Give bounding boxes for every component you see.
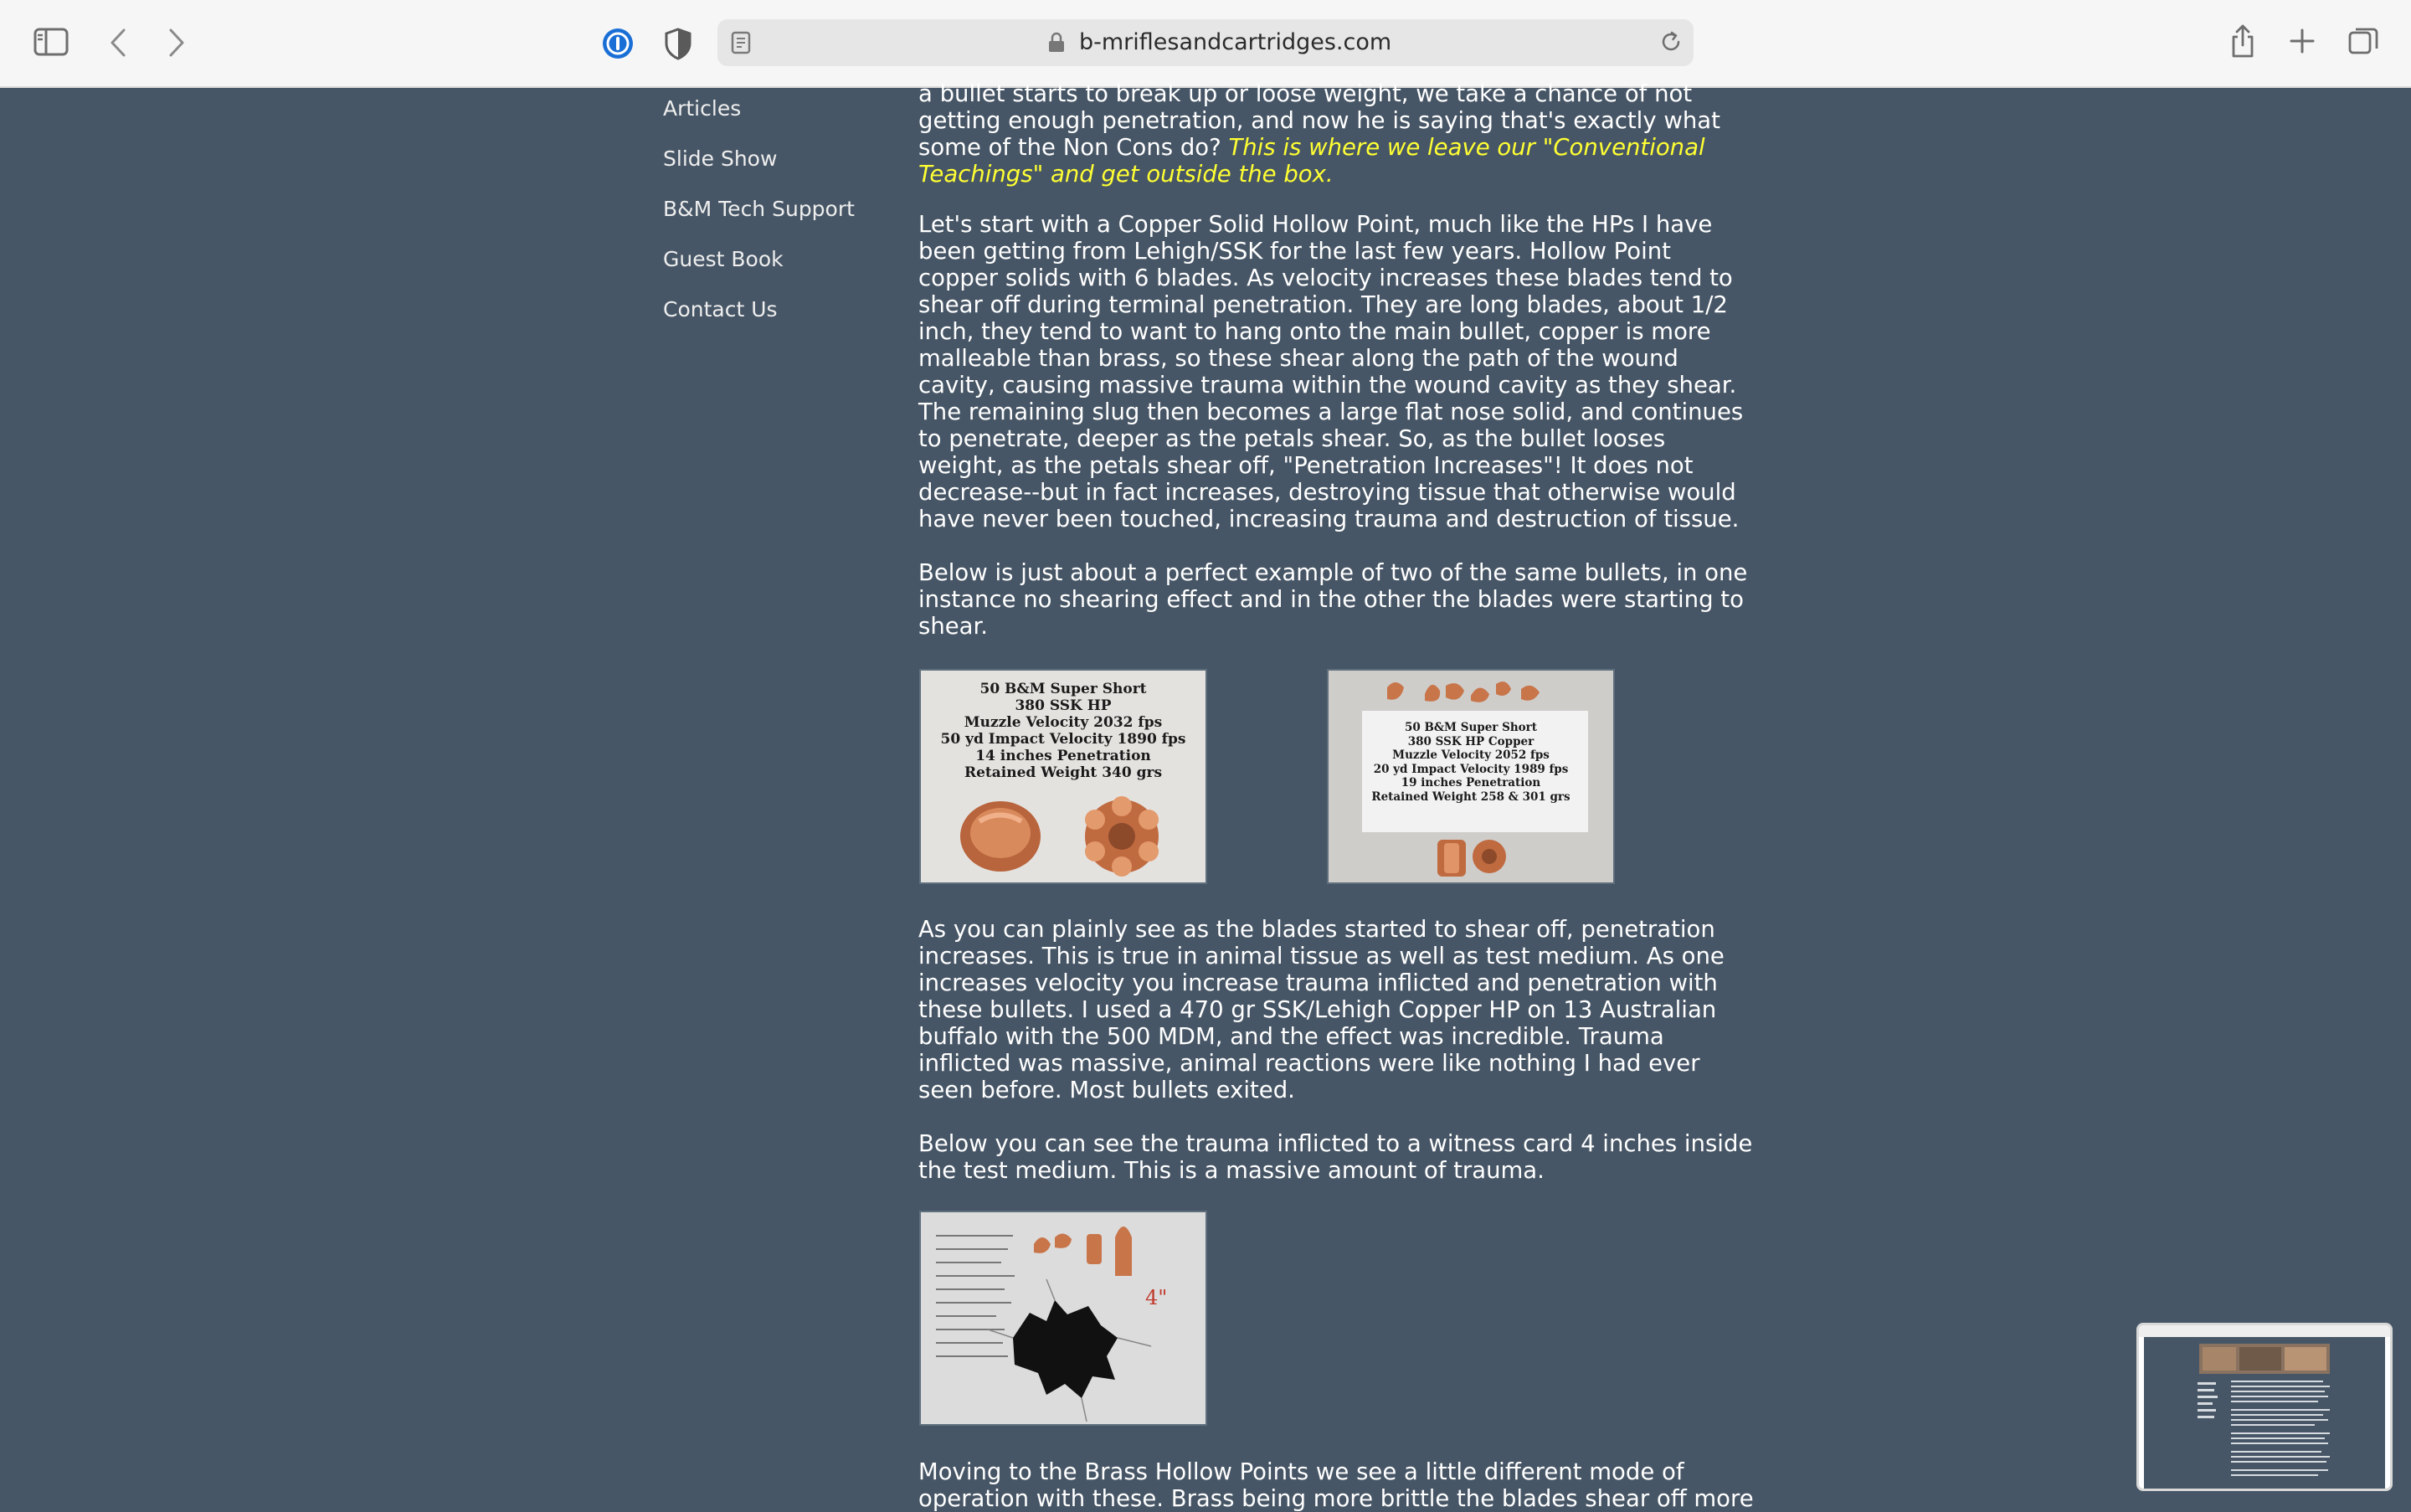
back-icon[interactable] bbox=[105, 27, 131, 59]
privacy-shield-icon[interactable] bbox=[661, 25, 695, 62]
caption-line: 380 SSK HP bbox=[1015, 697, 1112, 714]
distance-mark: 4" bbox=[1145, 1286, 1168, 1309]
witness-card-image bbox=[921, 1212, 1206, 1424]
caption-line: 14 inches Penetration bbox=[975, 748, 1151, 764]
paragraph-penetration: As you can plainly see as the blades started to shear off, penetration increases. This is true in animal tissue as well as test medium. As one increases velocity you increase trauma inflicted and penetration with these bullets. I used a 470 gr SSK/Lehigh Copper HP on 13 Australian buffalo with the 500 MDM, and the effect was incredible. Trauma inflicted was massive, animal reactions were like nothing I had ever seen before. Most bullets exited. bbox=[918, 916, 1725, 1103]
copper-slugs-image bbox=[1329, 831, 1613, 882]
tab-overview-icon[interactable] bbox=[2347, 24, 2380, 58]
witness-card-photo[interactable] bbox=[919, 1211, 1207, 1426]
bullet-photo-2[interactable] bbox=[1327, 669, 1615, 884]
photo-1-caption bbox=[921, 681, 1206, 781]
caption-line: Muzzle Velocity 2032 fps bbox=[964, 714, 1163, 731]
nav-articles[interactable]: Articles bbox=[663, 96, 742, 121]
intro-text: a bullet starts to break up or loose weight, we take a chance of not getting enough penetration, and now he is saying that's exactly what some of the Non Cons do? bbox=[918, 80, 1720, 161]
nav-contact-us[interactable]: Contact Us bbox=[663, 297, 778, 321]
caption-line: Retained Weight 258 & 301 grs bbox=[1371, 789, 1570, 804]
paragraph-example: Below is just about a perfect example of two of the same bullets, in one instance no shearing effect and in the other the blades were starting to shear. bbox=[918, 559, 1748, 640]
forward-icon[interactable] bbox=[164, 27, 189, 59]
caption-line: 50 B&M Super Short bbox=[1404, 721, 1538, 734]
paragraph-witness-card: Below you can see the trauma inflicted to a witness card 4 inches inside the test medium. This is a massive amount of trauma. bbox=[918, 1130, 1753, 1184]
nav-guest-book[interactable]: Guest Book bbox=[663, 247, 784, 271]
paragraph-intro bbox=[918, 80, 1756, 188]
password-manager-icon[interactable] bbox=[599, 25, 636, 62]
tab-preview-image bbox=[2139, 1325, 2390, 1489]
address-bar[interactable] bbox=[717, 19, 1694, 66]
caption-line: 380 SSK HP Copper bbox=[1407, 734, 1535, 748]
nav-tech-support[interactable]: B&M Tech Support bbox=[663, 197, 855, 221]
site-nav bbox=[663, 87, 855, 338]
paragraph-copper-hp: Let's start with a Copper Solid Hollow Point, much like the HPs I have been getting from Lehigh/SSK for the last few years. Hollow Point copper solids with 6 blades. As velocity increases these blades tend to shear off during terminal penetration. They are long blades, about 1/2 inch, they tend to want to hang onto the main bullet, copper is more malleable than brass, so these shear along the path of the wound cavity, causing massive trauma within the wound cavity as they shear. The remaining slug then becomes a large flat nose solid, and continues to penetrate, deeper as the petals shear. So, as the bullet looses weight, as the petals shear off, "Penetration Increases"! It does not decrease--but in fact increases, destroying tissue that otherwise would have never been touched, increasing trauma and destruction of tissue. bbox=[918, 211, 1744, 532]
caption-line: 50 yd Impact Velocity 1890 fps bbox=[940, 731, 1186, 748]
caption-line: 19 inches Penetration bbox=[1401, 776, 1541, 789]
share-icon[interactable] bbox=[2228, 22, 2258, 60]
tab-preview-thumbnail[interactable] bbox=[2136, 1323, 2393, 1491]
nav-slide-show[interactable]: Slide Show bbox=[663, 147, 778, 171]
reload-icon[interactable] bbox=[1658, 29, 1684, 58]
copper-bullets-image bbox=[921, 788, 1206, 880]
lock-icon bbox=[1047, 32, 1066, 57]
caption-line: Muzzle Velocity 2052 fps bbox=[1392, 748, 1550, 762]
new-tab-icon[interactable] bbox=[2287, 26, 2317, 56]
browser-toolbar bbox=[0, 0, 2411, 88]
bullet-photo-1[interactable] bbox=[919, 669, 1207, 884]
url-text: b-mriflesandcartridges.com bbox=[1079, 29, 1392, 55]
sidebar-toggle-icon[interactable] bbox=[32, 25, 70, 59]
highlight-text: This is where we leave our "Conventional Teachings" and get outside the box. bbox=[918, 134, 1705, 188]
caption-line: Retained Weight 340 grs bbox=[964, 764, 1163, 781]
photo-2-caption bbox=[1329, 721, 1613, 804]
paragraph-brass-hp: Moving to the Brass Hollow Points we see a little different mode of operation with these. Brass being more brittle the blades shear off more bbox=[918, 1458, 1754, 1512]
caption-line: 20 yd Impact Velocity 1989 fps bbox=[1373, 762, 1569, 776]
reader-view-icon[interactable] bbox=[731, 31, 751, 58]
caption-line: 50 B&M Super Short bbox=[979, 681, 1147, 697]
